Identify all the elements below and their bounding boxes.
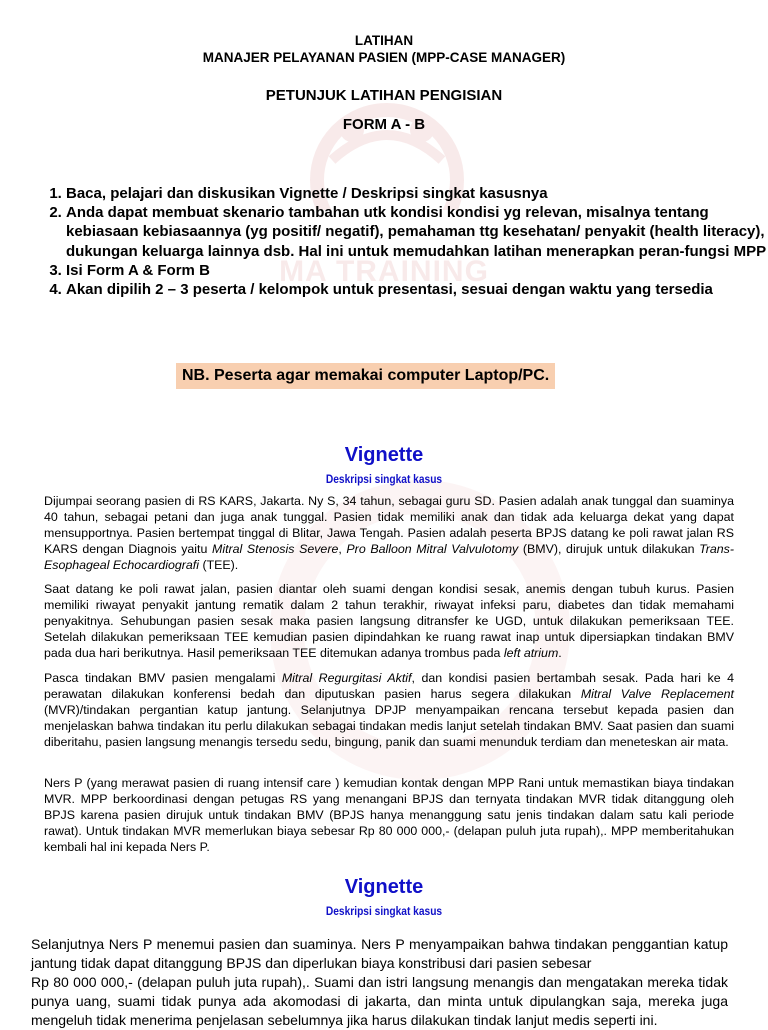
text-run: (MVR)/tindakan pergantian katup jantung. Selanjutnya DPJP menyampaikan rencana tersebut kepada pasien dan menjelaskan bahwa tindakan itu perlu dilakukan sebagai tindakan medis lanjut setelah tindakan BMV. Saat pasien dan suami diberitahu, pasien langsung menangis tersedu sedu, bingung, panik dan suami menunduk terdiam dan meneteskan air mata. bbox=[44, 702, 734, 749]
list-item: 2. Anda dapat membuat skenario tambahan utk kondisi kondisi yg relevan, misalnya tentang kebiasaan kebiasaannya (yg positif/ negatif), pemahaman ttg kesehatan/ penyakit (health literacy), dukungan keluarga lainnya dsb. Hal ini untuk memudahkan latihan menerapkan peran-fungsi MPP bbox=[66, 203, 768, 261]
note-highlight: NB. Peserta agar memakai computer Laptop/PC. bbox=[176, 363, 555, 389]
vignette-paragraph-1 bbox=[44, 494, 734, 574]
page-subtitle: FORM A - B bbox=[342, 116, 426, 133]
header-line1: LATIHAN bbox=[354, 33, 414, 48]
vignette-paragraph-2 bbox=[44, 582, 734, 662]
list-item: 1. Baca, pelajari dan diskusikan Vignette / Deskripsi singkat kasusnya bbox=[66, 184, 768, 203]
list-item: 4. Akan dipilih 2 – 3 peserta / kelompok untuk presentasi, sesuai dengan waktu yang tersedia bbox=[66, 280, 768, 299]
instruction-list bbox=[36, 184, 768, 299]
text-run: (BMV), dirujuk untuk dilakukan bbox=[518, 541, 700, 556]
text-run: , dan kondisi pasien bertambah sesak. Pada hari ke 4 perawatan dilakukan konferensi bedah dan diputuskan pasien harus segera dilakukan bbox=[44, 671, 734, 701]
vignette-title: Vignette bbox=[344, 444, 424, 466]
text-run: Rp 80 000 000,- (delapan puluh juta rupah),. Suami dan istri langsung menangis dan mengatakan mereka tidak punya uang, suami tidak punya ada akomodasi di jakarta, dan minta untuk dipulangkan saja, mereka juga mengeluh tidak menerima penjelasan sebelumnya jika harus dilakukan tindak lanjut medis seperti ini. bbox=[31, 974, 728, 1028]
text-run: Mitral Regurgitasi Aktif bbox=[281, 671, 412, 685]
watermark-text: MA TRAINING bbox=[279, 255, 489, 288]
text-run: Selanjutnya Ners P menemui pasien dan suaminya. Ners P menyampaikan bahwa tindakan penggantian katup jantung tidak dapat ditanggung BPJS dan diperlukan biaya konstribusi dari pasien sebesar bbox=[31, 936, 728, 971]
document-header bbox=[0, 32, 768, 66]
vignette-paragraph-3 bbox=[44, 671, 734, 751]
text-run: Dijumpai seorang pasien di RS KARS, Jakarta. Ny S, 34 tahun, sebagai guru SD. Pasien adalah anak tunggal dan suaminya 40 tahun, sebagai petani dan juga anak tunggal. Pasien tidak memiliki anak dan tidak ada keluarga dekat yang dapat mensupportnya. Pasien bertempat tinggal di Blitar, Jawa Tengah. Pasien adalah peserta BPJS datang ke poli rawat jalan RS KARS dengan Diagnois yaitu bbox=[44, 494, 734, 556]
vignette-subtitle: Deskripsi singkat kasus bbox=[325, 472, 443, 486]
vignette2-paragraph bbox=[31, 935, 728, 1030]
text-run: . bbox=[558, 645, 562, 660]
text-run: Mitral Valve Replacement bbox=[580, 686, 734, 701]
header-line2: MANAJER PELAYANAN PASIEN (MPP-CASE MANAGER) bbox=[202, 50, 566, 65]
text-run: left atrium bbox=[503, 645, 559, 660]
vignette-subtitle: Deskripsi singkat kasus bbox=[325, 904, 443, 918]
text-run: Saat datang ke poli rawat jalan, pasien diantar oleh suami dengan kondisi sesak, anemis dengan tubuh kurus. Pasien memiliki riwayat penyakit jantung rematik dalam 2 tahun terakhir, riwayat infeksi paru, diabetes dan tidak memahami penyakitnya. Sehubungan pasien sesak maka pasien langsung ditransfer ke UGD, untuk dilakukan pemeriksaan TEE. Setelah dilakukan pemeriksaan TEE kemudian pasien dipindahkan ke ruang rawat inap untuk dipersiapkan tindakan BMV pada dua hari berikutnya. Hasil pemeriksaan TEE ditemukan adanya trombus pada bbox=[44, 582, 734, 660]
list-item: 3. Isi Form A & Form B bbox=[66, 261, 768, 280]
text-run: Pro Balloon Mitral Valvulotomy bbox=[346, 541, 519, 556]
text-run: (TEE). bbox=[199, 557, 239, 572]
page-title: PETUNJUK LATIHAN PENGISIAN bbox=[265, 87, 503, 104]
text-run: Trans-Esophageal Echocardiografi bbox=[44, 541, 734, 572]
vignette-paragraph-4: Ners P (yang merawat pasien di ruang intensif care ) kemudian kontak dengan MPP Rani untuk memastikan biaya tindakan MVR. MPP berkoordinasi dengan petugas RS yang menangani BPJS dan ternyata tindakan MVR tidak ditanggung oleh BPJS karena pasien dirujuk untuk tindakan BMV (BPJS hanya menanggung satu jenis tindakan dalam satu kali periode rawat). Untuk tindakan MVR memerlukan biaya sebesar Rp 80 000 000,- (delapan puluh juta rupah),. MPP memberitahukan kembali hal ini kepada Ners P. bbox=[44, 776, 734, 854]
text-run: Mitral Stenosis Severe bbox=[212, 541, 339, 556]
text-run: Pasca tindakan BMV pasien mengalami bbox=[44, 671, 282, 685]
vignette-title: Vignette bbox=[344, 876, 424, 898]
text-run: , bbox=[338, 541, 347, 556]
